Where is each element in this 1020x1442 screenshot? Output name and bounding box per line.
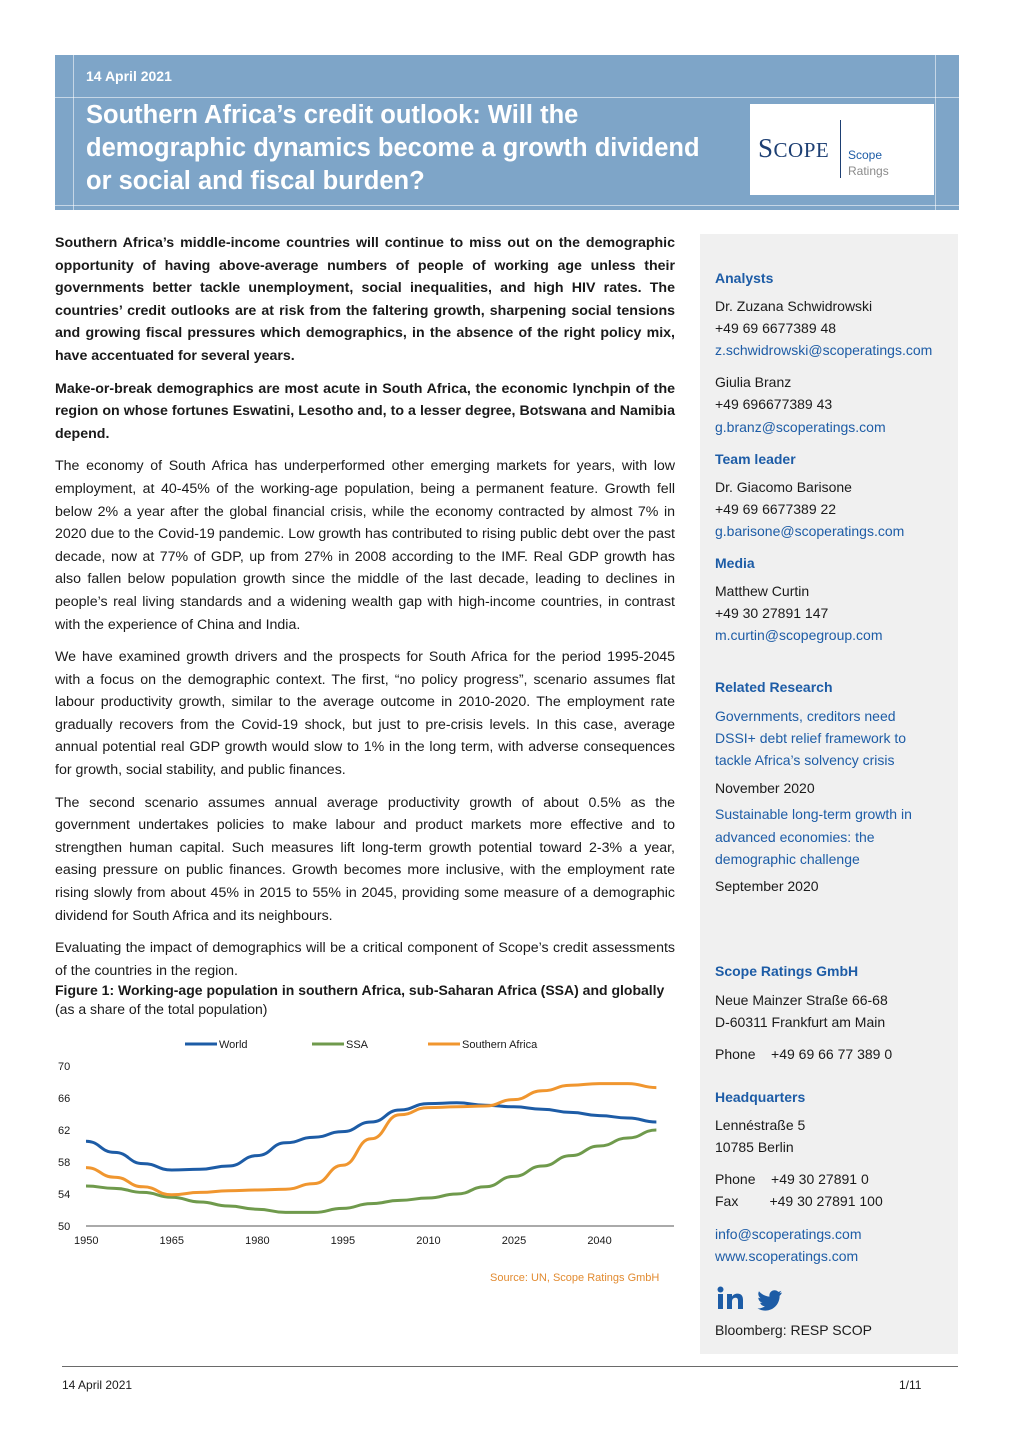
body-paragraph-4: Evaluating the impact of demographics will be a critical component of Scope’s credit assessments of the countries in the region.	[55, 940, 675, 979]
company-address-line: Neue Mainzer Straße 66-68	[715, 992, 888, 1008]
figure-chart	[50, 1030, 680, 1262]
logo-ratings-text: Ratings	[848, 164, 889, 178]
figure-label: Figure 1	[55, 982, 110, 998]
team-leader-heading: Team leader	[715, 451, 796, 467]
y-tick-label: 50	[58, 1221, 71, 1233]
x-tick-label: 1950	[74, 1235, 99, 1247]
social-icons	[716, 1286, 796, 1317]
series-line-southern-africa	[86, 1084, 656, 1195]
figure-caption: Figure 1: Working-age population in southern Africa, sub-Saharan Africa (SSA) and globally (as a share of the total population)	[55, 982, 665, 1017]
headquarters-heading: Headquarters	[715, 1089, 806, 1105]
analyst-email-link[interactable]: z.schwidrowski@scoperatings.com	[715, 342, 933, 358]
legend-label: Southern Africa	[462, 1039, 538, 1051]
analysts-heading: Analysts	[715, 270, 774, 286]
research-date: September 2020	[715, 878, 819, 894]
logo-scope-text: Scope	[848, 148, 883, 162]
line-chart	[50, 1030, 680, 1262]
x-tick-label: 2010	[416, 1235, 441, 1247]
body-paragraph-2: We have examined growth drivers and the prospects for South Africa for the period 1995-2045 with a focus on the demographic context. The first, “no policy progress”, scenario assumes flat labour productivity growth, similar to the average outcome in 2010-2020. The employment rate gradually recovers from the Covid-19 shock, but just to pre-crisis levels. In this case, average annual potential real GDP growth would slow to 1% in the long term, with adverse consequences for growth, social stability, and public finances.	[55, 649, 675, 779]
logo-divider	[840, 120, 841, 178]
analyst-phone: +49 696677389 43	[715, 396, 833, 412]
bloomberg-ticker: Bloomberg: RESP SCOP	[715, 1322, 872, 1338]
twitter-icon[interactable]	[757, 1290, 782, 1310]
analyst-phone: +49 69 6677389 48	[715, 320, 837, 336]
linkedin-icon[interactable]	[718, 1287, 744, 1310]
series-line-world	[86, 1103, 656, 1170]
hq-address-line: Lennéstraße 5	[715, 1117, 806, 1133]
team-leader-email-link[interactable]: g.barisone@scoperatings.com	[715, 523, 905, 539]
header-guide-line	[73, 55, 74, 210]
company-address-line: D-60311 Frankfurt am Main	[715, 1014, 886, 1030]
page-number: 1/11	[899, 1378, 922, 1392]
research-link-line[interactable]: Governments, creditors need	[715, 708, 896, 724]
figure-source: Source: UN, Scope Ratings GmbH	[490, 1272, 660, 1284]
media-contact-name: Matthew Curtin	[715, 583, 810, 599]
x-tick-label: 2040	[587, 1235, 612, 1247]
research-link-line[interactable]: demographic challenge	[715, 851, 860, 867]
research-link-line[interactable]: Sustainable long-term growth in	[715, 806, 912, 822]
report-title: Southern Africa’s credit outlook: Will the demographic dynamics become a growth dividend or social and fiscal burden?	[86, 101, 700, 195]
y-tick-label: 62	[58, 1125, 71, 1137]
x-tick-label: 1965	[159, 1235, 185, 1247]
y-tick-label: 58	[58, 1157, 71, 1169]
lead-paragraph: Southern Africa’s middle-income countries will continue to miss out on the demographic opportunity of having above-average numbers of people of working age unless their governments better tackle unemployment, social inequalities, and high HIV rates. The countries’ credit outlooks are at risk from the faltering growth, sharpening social tensions and growing fiscal pressures which demographics, in the absence of the right policy mix, have accentuated for several years.	[55, 235, 675, 364]
research-link-line[interactable]: advanced economies: the	[715, 829, 875, 845]
team-leader-phone: +49 69 6677389 22	[715, 501, 837, 517]
figure-title: Working-age population in southern Africa, sub-Saharan Africa (SSA) and globally	[118, 982, 665, 998]
research-link-line[interactable]: tackle Africa’s solvency crisis	[715, 752, 895, 768]
footer-rule	[62, 1366, 958, 1367]
research-date: November 2020	[715, 780, 815, 796]
y-tick-label: 70	[58, 1061, 71, 1073]
analyst-email-link[interactable]: g.branz@scoperatings.com	[715, 419, 886, 435]
website-link[interactable]: www.scoperatings.com	[715, 1248, 859, 1264]
header-guide-line	[55, 205, 959, 206]
analyst-name: Giulia Branz	[715, 374, 792, 390]
figure-subtitle: (as a share of the total population)	[55, 1001, 268, 1017]
company-phone: Phone +49 69 66 77 389 0	[715, 1046, 893, 1062]
hq-address-line: 10785 Berlin	[715, 1139, 794, 1155]
y-tick-label: 54	[58, 1189, 71, 1201]
related-research-heading: Related Research	[715, 679, 833, 695]
legend-label: SSA	[346, 1039, 369, 1051]
body-paragraph-3: The second scenario assumes annual average productivity growth of about 0.5% as the government undertakes policies to make labour and product markets more effective and to strengthen human capital. Such measures lift long-term growth potential toward 2-3% a year, easing pressure on public finances. Growth becomes more inclusive, with the employment rate rising slowly from about 45% in 2015 to 55% in 2045, providing some measure of a demographic dividend for South Africa and its neighbours.	[55, 794, 675, 924]
hq-phone: Phone +49 30 27891 0	[715, 1171, 869, 1187]
scope-logo-wordmark: SCOPE	[758, 133, 830, 163]
info-email-link[interactable]: info@scoperatings.com	[715, 1226, 862, 1242]
header-guide-line	[935, 55, 936, 210]
team-leader-name: Dr. Giacomo Barisone	[715, 479, 852, 495]
x-tick-label: 1995	[330, 1235, 356, 1247]
header-guide-line	[55, 97, 959, 98]
analyst-name: Dr. Zuzana Schwidrowski	[715, 298, 873, 314]
x-tick-label: 1980	[245, 1235, 270, 1247]
report-date: 14 April 2021	[86, 68, 172, 84]
media-heading: Media	[715, 555, 755, 571]
main-column	[55, 232, 675, 992]
company-heading: Scope Ratings GmbH	[715, 963, 859, 979]
hq-fax: Fax +49 30 27891 100	[715, 1193, 883, 1209]
body-paragraph-1: The economy of South Africa has underperformed other emerging markets for years, with low employment, at 40-45% of the working-age population, being a permanent feature. Growth fell below 2% a year after the global financial crisis, while the economy contracted by almost 7% in 2020 due to the Covid-19 pandemic. Low growth has contributed to rising public debt over the past decade, now at 77% of GDP, up from 27% in 2008 according to the IMF. Real GDP growth has also fallen below population growth since the middle of the last decade, leading to declines in people’s real living standards and a widening wealth gap with high-income countries, in contrast with the experience of China and India.	[55, 458, 675, 633]
y-tick-label: 66	[58, 1093, 71, 1105]
media-email-link[interactable]: m.curtin@scopegroup.com	[715, 627, 883, 643]
research-link-line[interactable]: DSSI+ debt relief framework to	[715, 730, 907, 746]
legend-label: World	[219, 1039, 248, 1051]
x-tick-label: 2025	[501, 1235, 527, 1247]
media-contact-phone: +49 30 27891 147	[715, 605, 829, 621]
footer-date: 14 April 2021	[62, 1378, 133, 1392]
lead-paragraph-2: Make-or-break demographics are most acute in South Africa, the economic lynchpin of the region on whose fortunes Eswatini, Lesotho and, to a lesser degree, Botswana and Namibia depend.	[55, 380, 675, 442]
